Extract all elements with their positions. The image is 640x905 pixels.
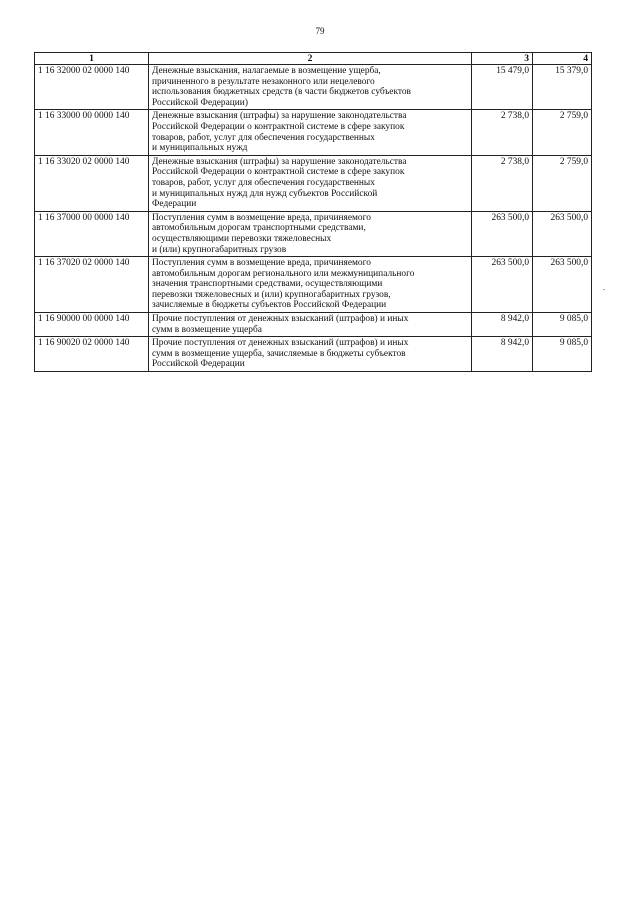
revenue-name-line: и муниципальных нужд для нужд субъектов Российской xyxy=(152,188,378,199)
revenue-name xyxy=(149,211,472,256)
header-row xyxy=(35,53,592,65)
revenue-name-line: Денежные взыскания, налагаемые в возмещение ущерба, xyxy=(152,66,381,76)
revenue-name-line: Прочие поступления от денежных взысканий (штрафов) и иных xyxy=(152,314,409,325)
header-col-4: 4 xyxy=(533,53,592,65)
budget-code: 1 16 33020 02 0000 140 xyxy=(35,155,149,211)
amount-col-4: 15 379,0 xyxy=(533,65,592,110)
revenue-name-line: сумм в возмещение ущерба, зачисляемые в бюджеты субъектов xyxy=(152,348,406,359)
revenue-name-line: перевозки тяжеловесных и (или) крупногабаритных грузов, xyxy=(152,289,391,300)
header-col-1: 1 xyxy=(35,53,149,65)
revenue-name-line: товаров, работ, услуг для обеспечения государственных xyxy=(152,132,375,143)
margin-mark: - xyxy=(603,285,606,293)
revenue-name-line: Прочие поступления от денежных взысканий (штрафов) и иных xyxy=(152,338,409,349)
amount-col-3: 2 738,0 xyxy=(472,155,533,211)
revenue-name-line: Российской Федерации о контрактной системе в сфере закупок xyxy=(152,167,405,178)
table-row xyxy=(35,155,592,211)
revenue-name-line: сумм в возмещение ущерба xyxy=(152,324,262,335)
header-col-3: 3 xyxy=(472,53,533,65)
amount-col-3: 8 942,0 xyxy=(472,313,533,337)
table-body xyxy=(35,65,592,372)
budget-code: 1 16 90000 00 0000 140 xyxy=(35,313,149,337)
revenue-name-line: Денежные взыскания (штрафы) за нарушение законодательства xyxy=(152,111,407,122)
budget-code: 1 16 37020 02 0000 140 xyxy=(35,257,149,313)
revenue-name-line: использования бюджетных средств (в части бюджетов субъектов xyxy=(152,87,411,98)
revenue-name-line: значения транспортными средствами, осуществляющими xyxy=(152,279,383,290)
revenue-name-line: осуществляющими перевозки тяжеловесных xyxy=(152,233,332,244)
table-row xyxy=(35,337,592,372)
revenue-name-line: автомобильным дорогам транспортными средствами, xyxy=(152,223,366,234)
amount-col-4: 2 759,0 xyxy=(533,155,592,211)
revenue-name-line: и (или) крупногабаритных грузов xyxy=(152,244,287,255)
table-row xyxy=(35,257,592,313)
revenue-name xyxy=(149,110,472,155)
table-row xyxy=(35,110,592,155)
revenue-name xyxy=(149,257,472,313)
header-col-2: 2 xyxy=(149,53,472,65)
page-number: 79 xyxy=(315,26,325,36)
amount-col-3: 8 942,0 xyxy=(472,337,533,372)
revenue-name xyxy=(149,155,472,211)
budget-revenue-table xyxy=(34,52,592,372)
table-row xyxy=(35,65,592,110)
revenue-name xyxy=(149,313,472,337)
budget-code: 1 16 37000 00 0000 140 xyxy=(35,211,149,256)
revenue-name-line: Поступления сумм в возмещение вреда, причиняемого xyxy=(152,258,371,269)
revenue-name-line: зачисляемые в бюджеты субъектов Российской Федерации xyxy=(152,300,387,311)
amount-col-3: 2 738,0 xyxy=(472,110,533,155)
revenue-name-line: Федерации xyxy=(152,199,197,210)
budget-code: 1 16 33000 00 0000 140 xyxy=(35,110,149,155)
revenue-name-line: причиненного в результате незаконного или нецелевого xyxy=(152,76,375,87)
revenue-name-line: Российской Федерации) xyxy=(152,97,248,108)
budget-code: 1 16 90020 02 0000 140 xyxy=(35,337,149,372)
amount-col-3: 263 500,0 xyxy=(472,257,533,313)
revenue-name-line: и муниципальных нужд xyxy=(152,143,248,154)
amount-col-4: 2 759,0 xyxy=(533,110,592,155)
revenue-name-line: Российской Федерации xyxy=(152,359,245,370)
revenue-name xyxy=(149,337,472,372)
table-row xyxy=(35,211,592,256)
amount-col-4: 9 085,0 xyxy=(533,337,592,372)
amount-col-4: 9 085,0 xyxy=(533,313,592,337)
revenue-name-line: Поступления сумм в возмещение вреда, причиняемого xyxy=(152,212,371,223)
revenue-name-line: автомобильным дорогам регионального или межмуниципального xyxy=(152,268,415,279)
amount-col-3: 263 500,0 xyxy=(472,211,533,256)
revenue-name-line: Денежные взыскания (штрафы) за нарушение законодательства xyxy=(152,156,407,167)
amount-col-4: 263 500,0 xyxy=(533,211,592,256)
revenue-name-line: товаров, работ, услуг для обеспечения государственных xyxy=(152,177,375,188)
revenue-name-line: Российской Федерации о контрактной системе в сфере закупок xyxy=(152,121,405,132)
revenue-name xyxy=(149,65,472,110)
amount-col-4: 263 500,0 xyxy=(533,257,592,313)
amount-col-3: 15 479,0 xyxy=(472,65,533,110)
budget-code: 1 16 32000 02 0000 140 xyxy=(35,65,149,110)
table-row xyxy=(35,313,592,337)
